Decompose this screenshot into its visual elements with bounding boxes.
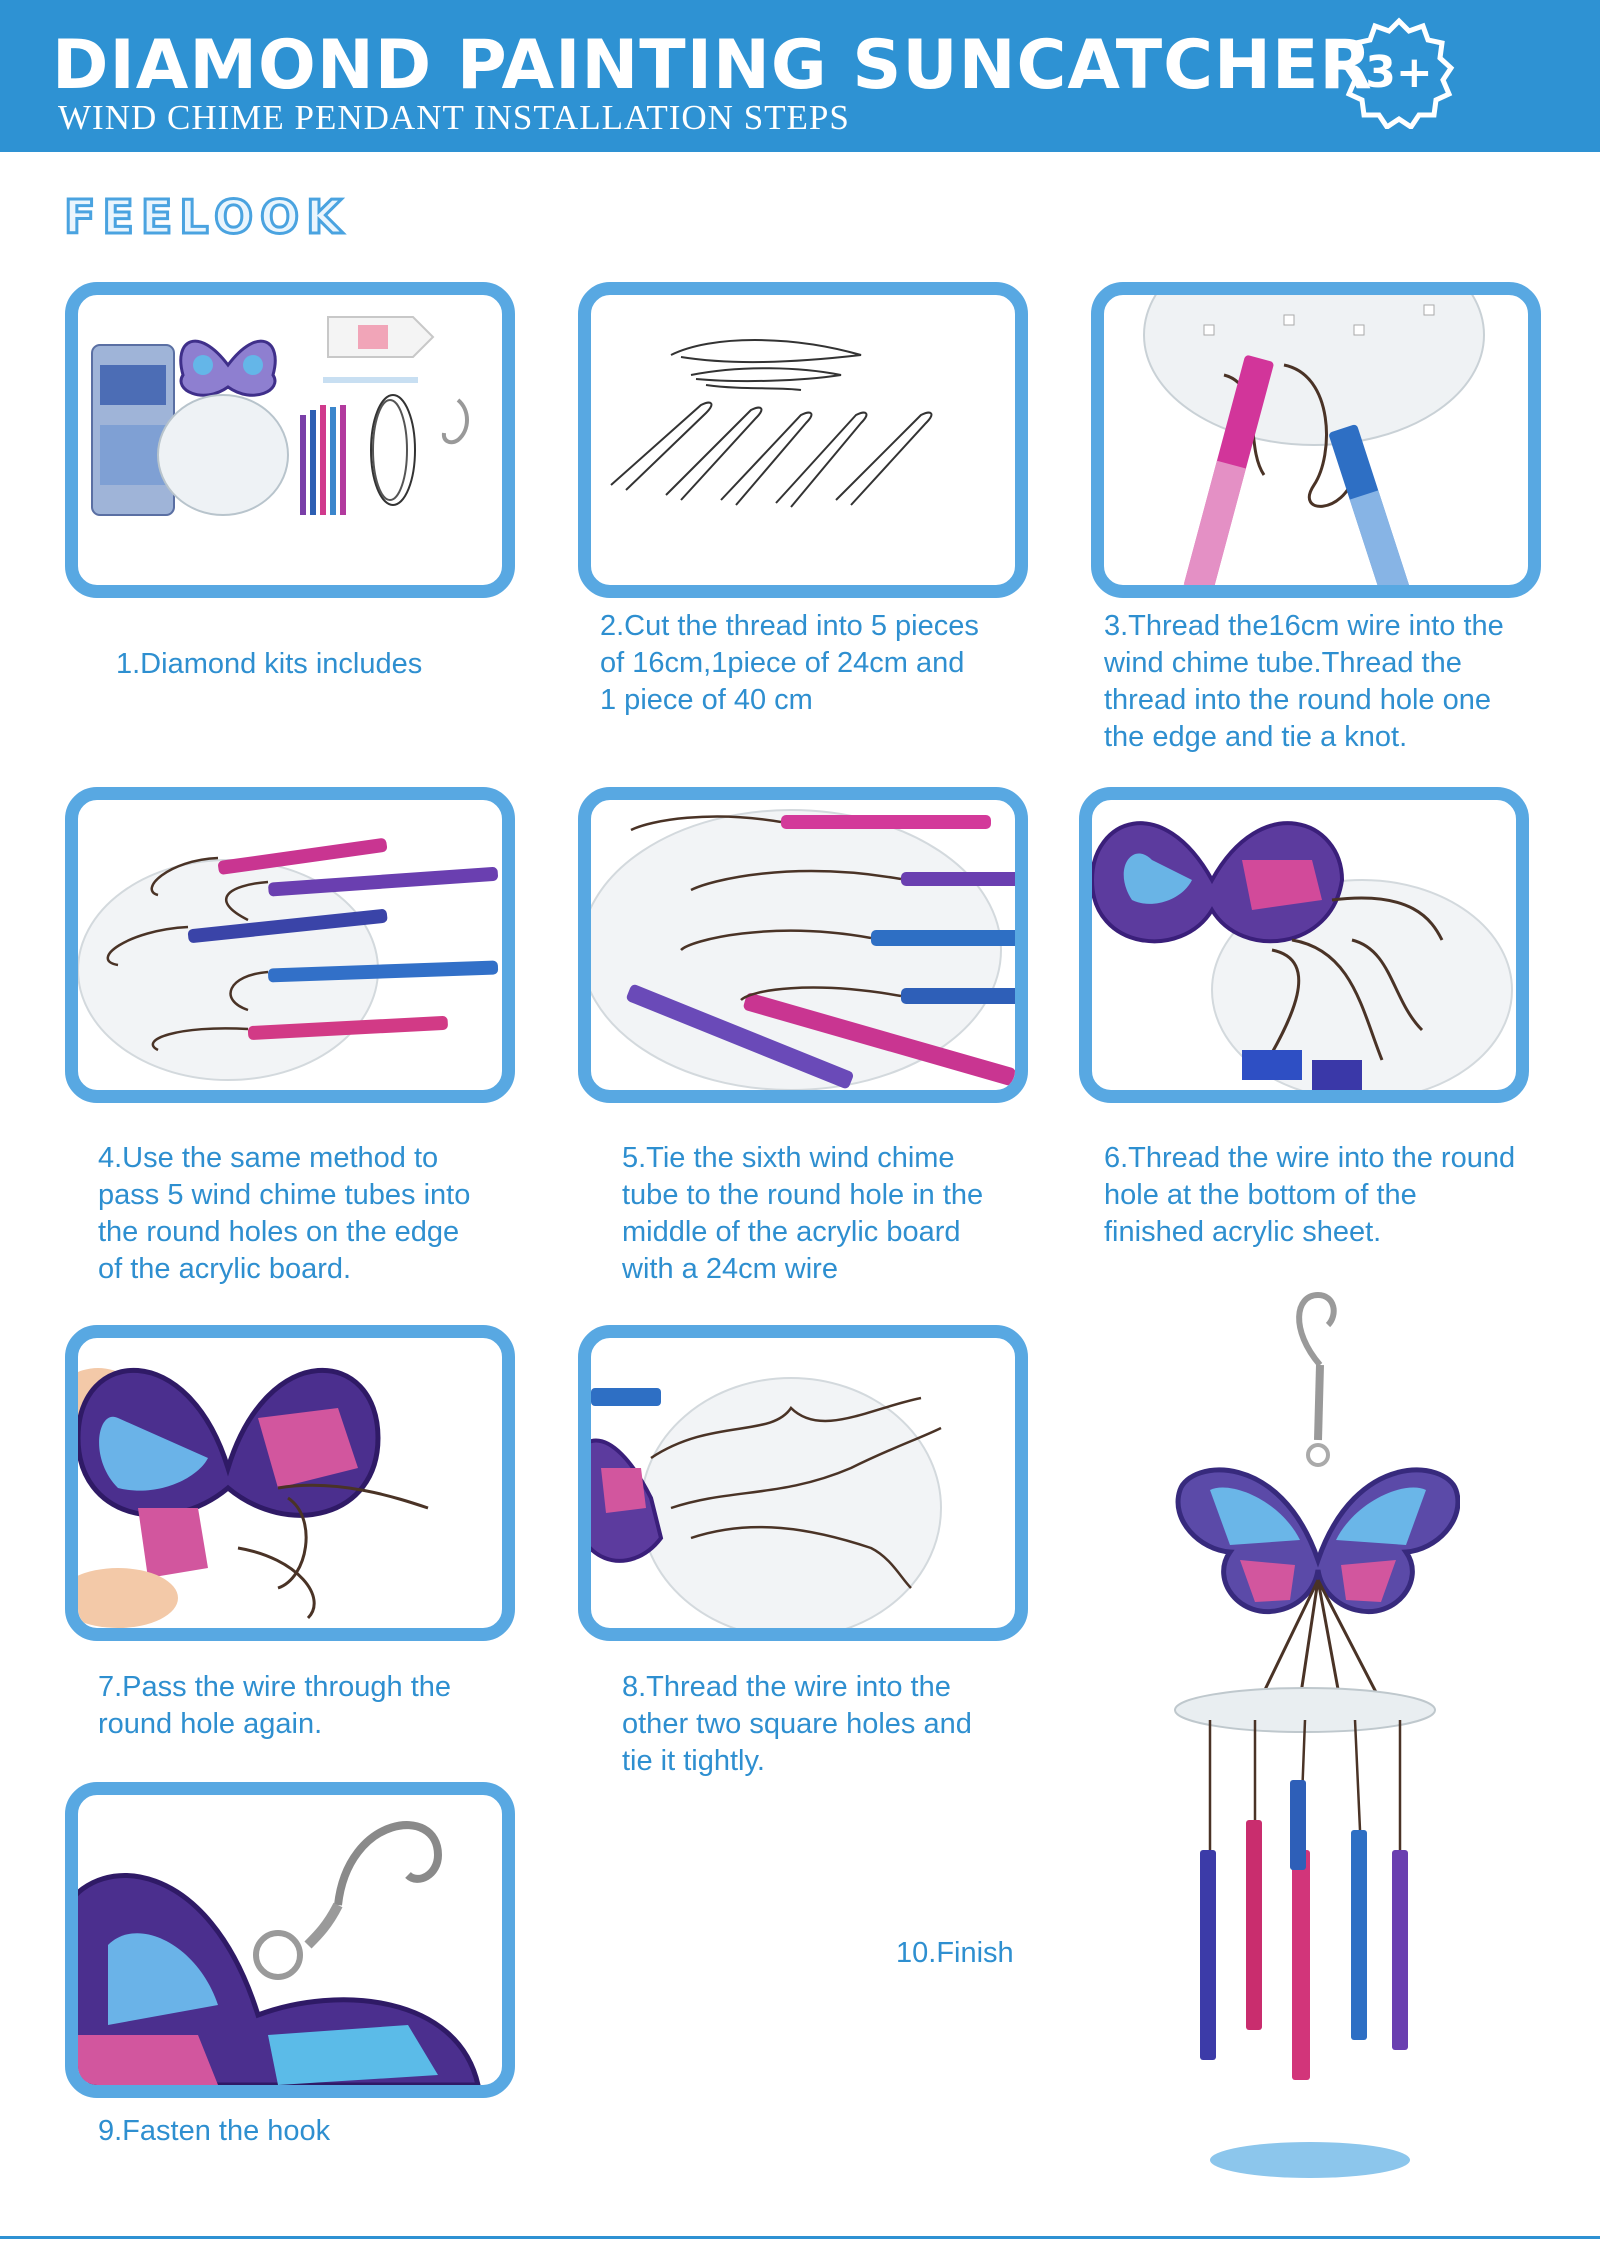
- step-2-image: [578, 282, 1028, 598]
- step-8-caption: 8.Thread the wire into the other two square holes and tie it tightly.: [622, 1671, 972, 1777]
- step-5-image: [578, 787, 1028, 1103]
- step-3-caption: 3.Thread the16cm wire into the wind chime tube.Thread the thread into the round hole one the edge and tie a knot.: [1104, 610, 1504, 753]
- page-subtitle: WIND CHIME PENDANT INSTALLATION STEPS: [58, 98, 850, 137]
- age-badge: [1343, 17, 1455, 129]
- step-3-image: [1091, 282, 1541, 598]
- finished-wind-chime-image: [1170, 1290, 1460, 2190]
- step-5-caption: 5.Tie the sixth wind chime tube to the round hole in the middle of the acrylic board with a 24cm wire: [622, 1142, 984, 1285]
- step-6-image: [1079, 787, 1529, 1103]
- step-7-image: [65, 1325, 515, 1641]
- step-9-caption: 9.Fasten the hook: [98, 2115, 331, 2147]
- header-banner: [0, 0, 1600, 152]
- brand-logo: FEELOOK: [64, 190, 349, 244]
- age-badge-text: 3+: [1365, 47, 1433, 98]
- step-1-image: [65, 282, 515, 598]
- step-2-caption: 2.Cut the thread into 5 pieces of 16cm,1piece of 24cm and 1 piece of 40 cm: [600, 610, 979, 716]
- step-4-image: [65, 787, 515, 1103]
- step-1-caption: 1.Diamond kits includes: [116, 648, 423, 680]
- step-9-image: [65, 1782, 515, 2098]
- step-6-caption: 6.Thread the wire into the round hole at the bottom of the finished acrylic sheet.: [1104, 1142, 1516, 1248]
- step-8-image: [578, 1325, 1028, 1641]
- page-title: DIAMOND PAINTING SUNCATCHER: [52, 26, 1373, 105]
- step-4-caption: 4.Use the same method to pass 5 wind chime tubes into the round holes on the edge of the acrylic board.: [98, 1142, 471, 1285]
- step-7-caption: 7.Pass the wire through the round hole again.: [98, 1671, 452, 1740]
- step-10-caption: 10.Finish: [896, 1937, 1014, 1969]
- bottom-divider: [0, 2236, 1600, 2239]
